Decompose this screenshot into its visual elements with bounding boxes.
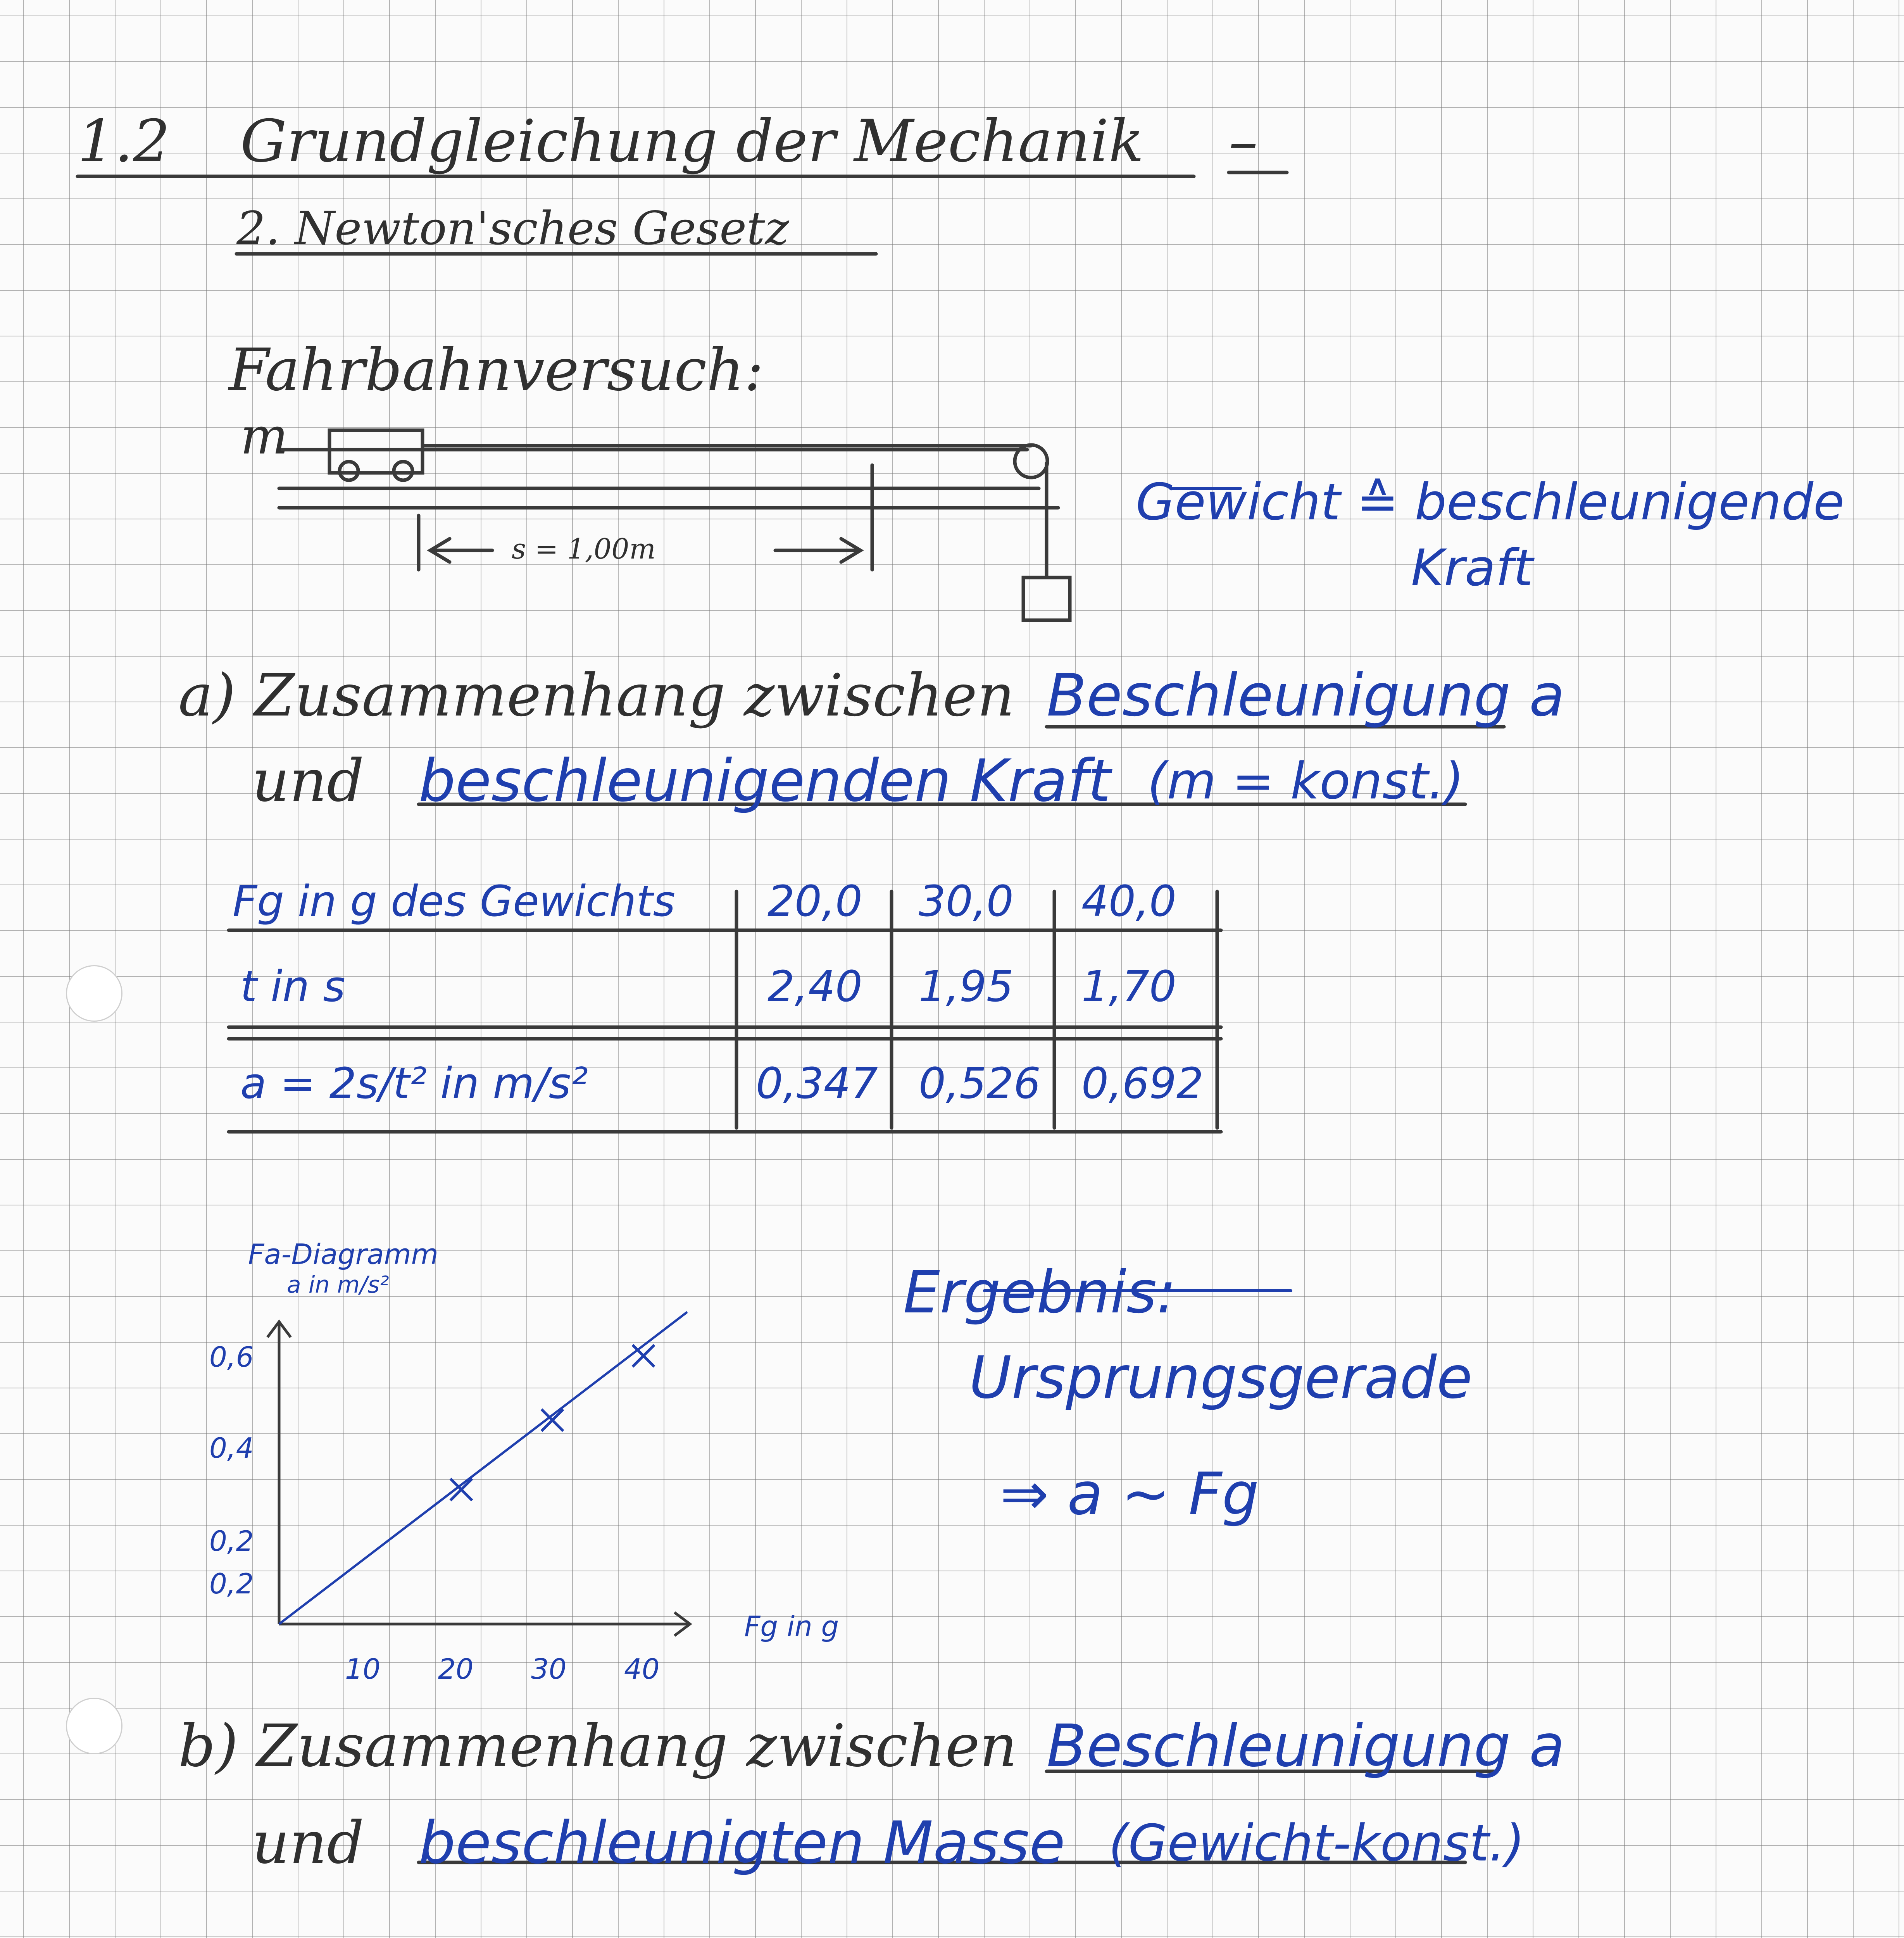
table-a-r2c2: 1,95: [919, 962, 1014, 1011]
part-b-line1-ink: Beschleunigung a: [1047, 1712, 1565, 1780]
result-a-label: Ergebnis:: [903, 1259, 1176, 1326]
chart-a-title: Fa-Diagramm: [248, 1238, 438, 1271]
chart-a-xlabel: Fg in g: [744, 1610, 839, 1643]
chart-a-ylabel: a in m/s²: [287, 1271, 389, 1298]
chart-a-xtick-2: 20: [438, 1653, 474, 1685]
part-a-line1: a) Zusammenhang zwischen: [178, 662, 1015, 729]
title-dash: –: [1229, 108, 1258, 175]
part-b-line1: b) Zusammenhang zwischen: [178, 1712, 1018, 1780]
table-a-row2-label: t in s: [240, 962, 345, 1011]
chart-a-ytick-3: 0,4: [209, 1432, 254, 1464]
experiment-label: Fahrbahnversuch:: [229, 336, 764, 404]
table-a-r1c3: 40,0: [1081, 876, 1176, 926]
mass-label: m: [240, 407, 288, 466]
chart-a-xtick-3: 30: [531, 1653, 567, 1685]
table-a-r3c2: 0,526: [919, 1059, 1041, 1108]
part-a-condition: (m = konst.): [1147, 752, 1464, 810]
side-note-line1: Gewicht ≙ beschleunigende: [1136, 472, 1845, 531]
side-note-line2: Kraft: [1411, 538, 1533, 597]
chart-a-xtick-4: 40: [624, 1653, 660, 1685]
part-a-line2-ink: beschleunigenden Kraft: [419, 747, 1111, 815]
page-title: Grundgleichung der Mechanik: [240, 108, 1144, 175]
result-a-line2: ⇒ a ~ Fg: [1000, 1460, 1259, 1528]
table-a-r3c1: 0,347: [756, 1059, 878, 1108]
distance-label: s = 1,00m: [512, 533, 656, 565]
page-subtitle: 2. Newton'sches Gesetz: [236, 202, 789, 255]
result-a-line1: Ursprungsgerade: [969, 1344, 1473, 1412]
table-a-r1c1: 20,0: [767, 876, 862, 926]
table-a-r2c1: 2,40: [767, 962, 862, 1011]
table-a-row1-label: Fg in g des Gewichts: [233, 876, 675, 926]
part-b-condition: (Gewicht-konst.): [1109, 1814, 1525, 1872]
table-a-r2c3: 1,70: [1081, 962, 1176, 1011]
table-a-row3-label: a = 2s/t² in m/s²: [240, 1059, 588, 1108]
section-number: 1.2: [78, 108, 170, 175]
chart-a-ytick-2: 0,2: [209, 1525, 254, 1557]
part-b-line2-ink: beschleunigten Masse: [419, 1809, 1065, 1877]
table-a-r3c3: 0,692: [1081, 1059, 1204, 1108]
part-b-line2: und: [252, 1809, 364, 1877]
chart-a-ytick-4: 0,6: [209, 1341, 254, 1373]
chart-a-xtick-1: 10: [345, 1653, 381, 1685]
part-a-line2: und: [252, 747, 364, 815]
part-a-line1-ink: Beschleunigung a: [1047, 662, 1565, 729]
table-a-r1c2: 30,0: [919, 876, 1014, 926]
chart-a-ytick-1: 0,2: [209, 1567, 254, 1600]
